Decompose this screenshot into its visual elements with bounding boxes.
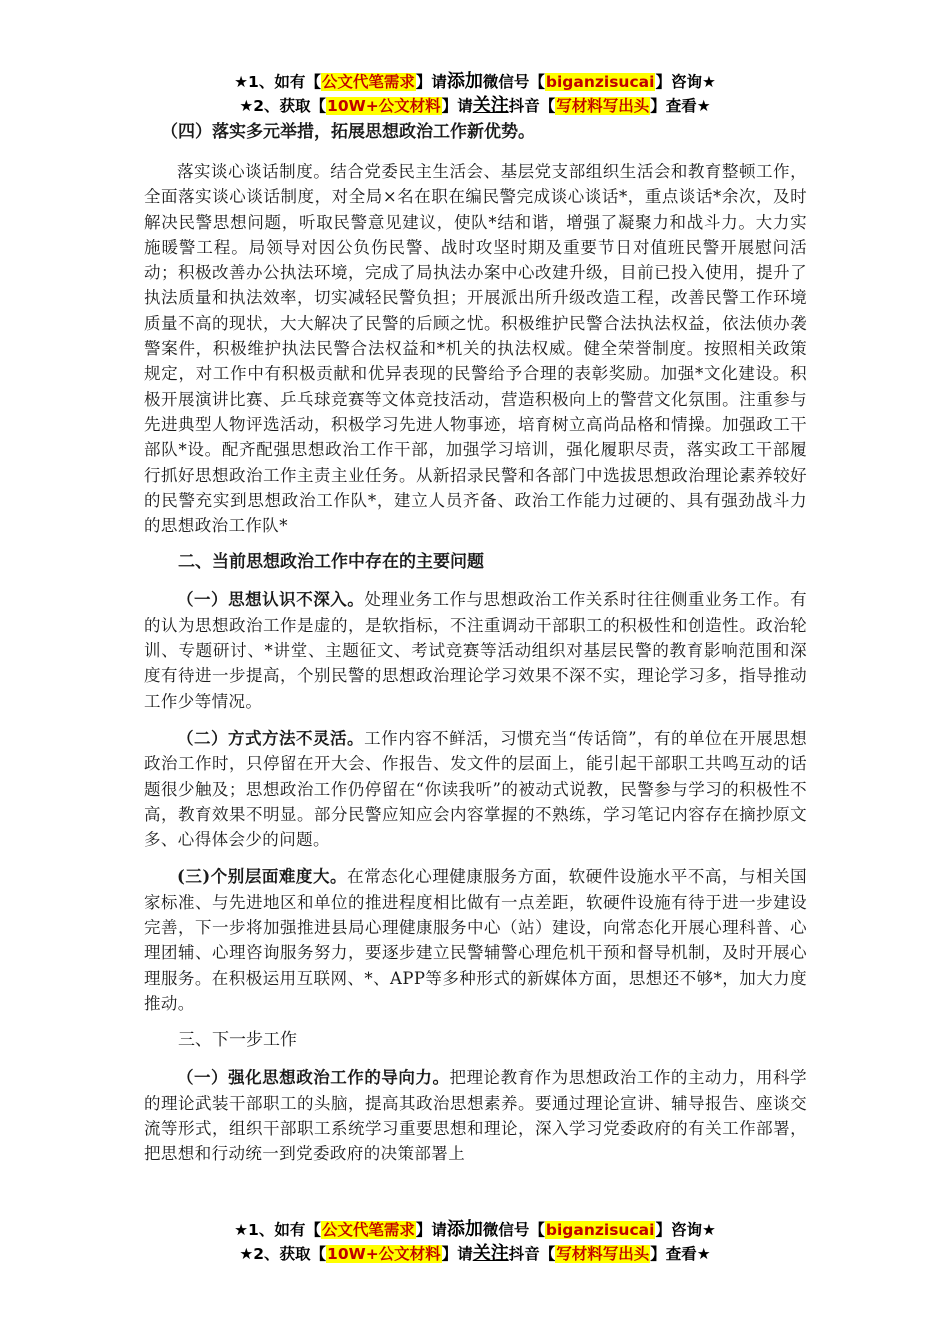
banner-text: 】咨询★ (655, 73, 716, 91)
top-banner (0, 70, 950, 118)
paragraph: 落实谈心谈话制度。结合党委民主生活会、基层党支部组织生活会和教育整顿工作，全面落实谈心谈话制度，对全局×名在职在编民警完成谈心谈话*，重点谈话*余次，及时解决民警思想问题，听取民警意见建议，使队*结和谐，增强了凝聚力和战斗力。大力实施暖警工程。局领导对因公负伤民警、战时攻坚时期及重要节日对值班民警开展慰问活动；积极改善办公执法环境，完成了局执法办案中心改建升级，目前已投入使用，提升了执法质量和执法效率，切实减轻民警负担；开展派出所升级改造工程，改善民警工作环境质量不高的现状，大大解决了民警的后顾之忧。积极维护民警合法执法权益，依法侦办袭警案件，积极维护执法民警合法权益和*机关的执法权威。健全荣誉制度。按照相关政策规定，对工作中有积极贡献和优异表现的民警给予合理的表彰奖励。加强*文化建设。积极开展演讲比赛、乒乓球竞赛等文体竞技活动，营造积极向上的警营文化氛围。注重参与先进典型人物评选活动，积极学习先进人物事迹，培育树立高尚品格和情操。加强政工干部队*设。配齐配强思想政治工作干部，加强学习培训，强化履职尽责，落实政工干部履行抓好思想政治工作主责主业任务。从新招录民警和各部门中选拔思想政治理论素养较好的民警充实到思想政治工作队*，建立人员齐备、政治工作能力过硬的、具有强劲战斗力的思想政治工作队* (144, 162, 807, 536)
subheading-four: （四）落实多元举措，拓展思想政治工作新优势。 (161, 122, 535, 142)
banner-text: 关注 (472, 1243, 509, 1264)
banner-text: ★2、获取【 (239, 1245, 327, 1263)
banner-highlight: 写材料写出头 (556, 1245, 650, 1263)
paragraph-body: 工作内容不鲜活，习惯充当“传话筒”，有的单位在开展思想政治工作时，只停留在开大会、作报告、发文件的层面上，能引起干部职工共鸣互动的话题很少触及；思想政治工作仍停留在“你读我听”的被动式说教，民警参与学习的积极性不高，教育效果不明显。部分民警应知应会内容掌握的不熟练，学习笔记内容存在摘抄原文多、心得体会少的问题。 (144, 728, 808, 850)
paragraph (144, 587, 807, 713)
banner-text: 】查看★ (650, 97, 711, 115)
bottom-banner (0, 1218, 950, 1266)
paragraph-lead: （一）强化思想政治工作的导向力。 (177, 1068, 450, 1088)
banner-text: 微信号【 (482, 1221, 545, 1239)
paragraph-lead: （一）思想认识不深入。 (177, 590, 365, 610)
banner-text: 抖音【 (508, 1245, 556, 1263)
paragraph (144, 864, 807, 1016)
banner-highlight: biganzisucai (545, 73, 655, 91)
banner-text: ★2、获取【 (239, 97, 327, 115)
banner-text: 微信号【 (482, 73, 545, 91)
banner-text: 】请 (415, 73, 447, 91)
banner-text: 关注 (472, 95, 509, 116)
banner-text: 抖音【 (508, 97, 556, 115)
banner-text: 添加 (446, 71, 483, 92)
banner-text: ★1、如有【 (234, 73, 321, 91)
banner-text: 】请 (441, 97, 473, 115)
banner-text: ★1、如有【 (234, 1221, 321, 1239)
paragraph-body: 把理论教育作为思想政治工作的主动力，用科学的理论武装干部职工的头脑，提高其政治思想素养。要通过理论宣讲、辅导报告、座谈交流等形式，组织干部职工系统学习重要思想和理论，深入学习党委政府的有关工作部署，把思想和行动统一到党委政府的决策部署上 (144, 1068, 807, 1164)
paragraph-lead: （二）方式方法不灵活。 (177, 728, 365, 748)
banner-text: 】请 (415, 1221, 447, 1239)
banner-text: 添加 (446, 1219, 483, 1240)
document-body (144, 120, 807, 1178)
paragraph (144, 1065, 807, 1166)
section-heading-three: 三、下一步工作 (178, 1030, 297, 1051)
section-heading-two: 二、当前思想政治工作中存在的主要问题 (178, 552, 484, 573)
banner-highlight: 公文代笔需求 (321, 73, 415, 91)
paragraph-body: 处理业务工作与思想政治工作关系时往往侧重业务工作。有的认为思想政治工作是虚的，是软指标，不注重调动干部职工的积极性和创造性。政治轮训、专题研讨、*讲堂、主题征文、考试竞赛等活动组织对基层民警的教育影响范围和深度有待进一步提高，个别民警的思想政治理论学习效果不深不实，理论学习多，指导推动工作少等情况。 (144, 590, 807, 711)
banner-line-1 (0, 1218, 950, 1242)
banner-highlight: 10W+公文材料 (327, 1245, 441, 1263)
paragraph-lead: (三)个别层面难度大。 (177, 867, 348, 887)
banner-highlight: 写材料写出头 (556, 97, 650, 115)
banner-line-1 (0, 70, 950, 94)
banner-line-2 (0, 94, 950, 118)
banner-text: 】查看★ (650, 1245, 711, 1263)
paragraph-body: 在常态化心理健康服务方面，软硬件设施水平不高，与相关国家标准、与先进地区和单位的推进程度相比做有一点差距，软硬件设施有待于进一步建设完善，下一步将加强推进县局心理健康服务中心（站）建设，向常态化开展心理科普、心理团辅、心理咨询服务努力，要逐步建立民警辅警心理危机干预和督导机制，及时开展心理服务。在积极运用互联网、*、APP等多种形式的新媒体方面，思想还不够*，加大力度推动。 (144, 867, 807, 1013)
banner-line-2 (0, 1242, 950, 1266)
banner-text: 】咨询★ (655, 1221, 716, 1239)
paragraph (144, 726, 807, 852)
banner-highlight: biganzisucai (545, 1221, 655, 1239)
banner-highlight: 公文代笔需求 (321, 1221, 415, 1239)
banner-text: 】请 (441, 1245, 473, 1263)
banner-highlight: 10W+公文材料 (327, 97, 441, 115)
